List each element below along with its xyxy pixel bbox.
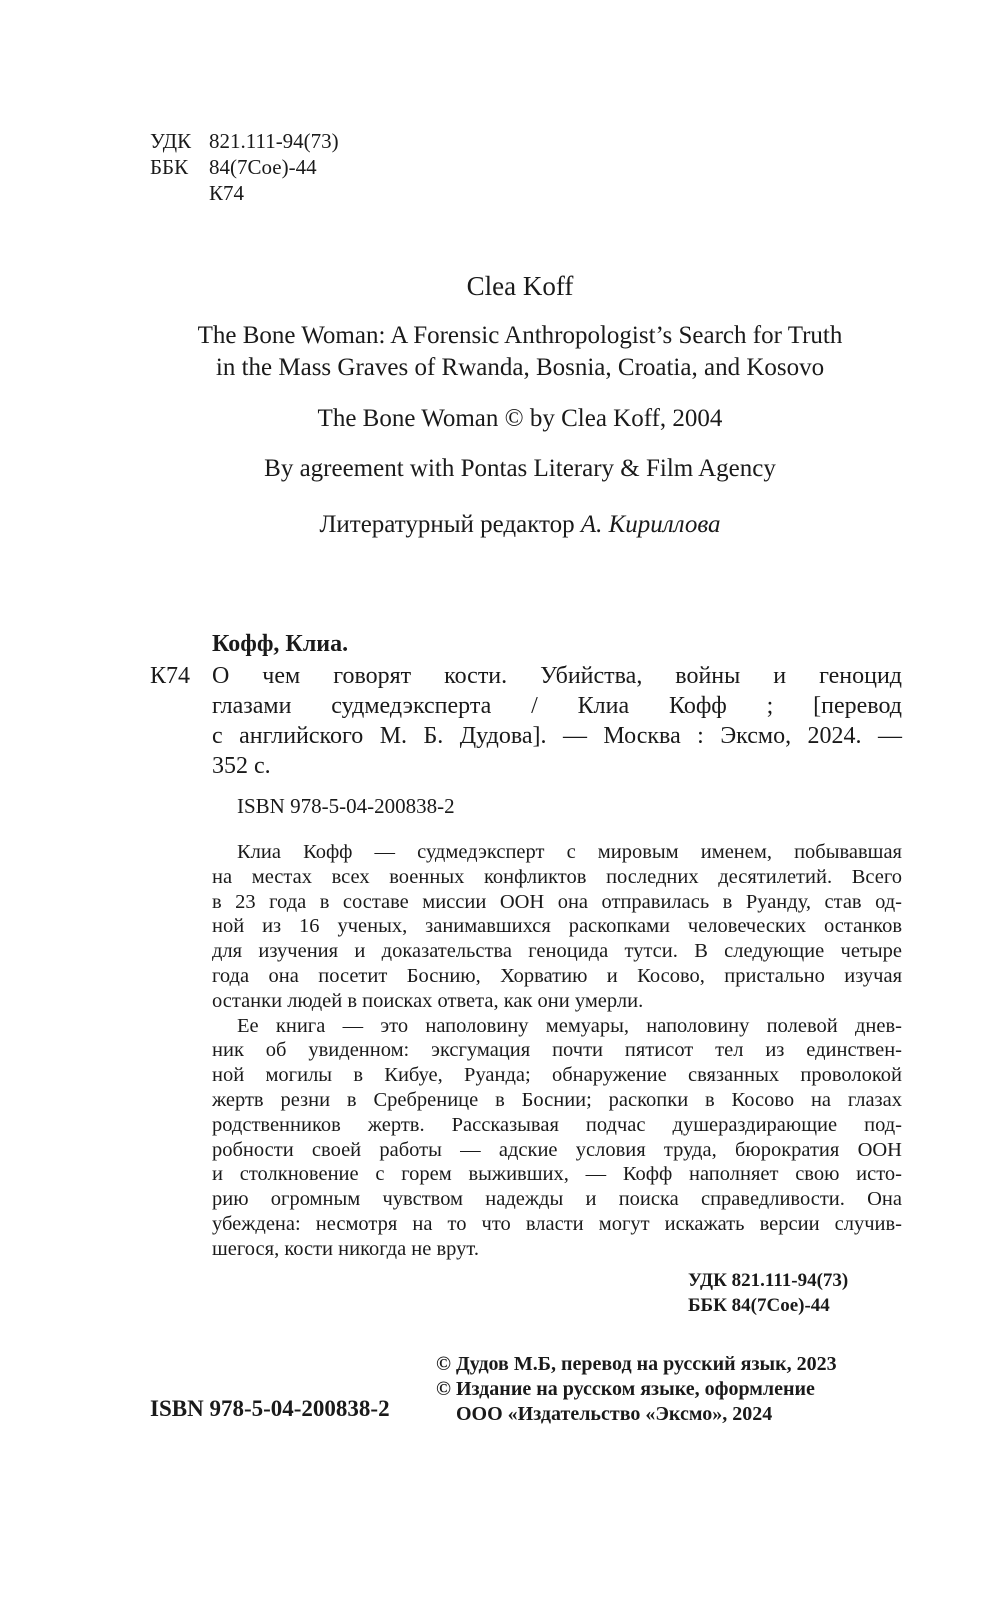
original-copyright: The Bone Woman © by Clea Koff, 2004 [317, 405, 723, 432]
bbk-code: 84(7Сое)-44 [209, 155, 317, 179]
copyright-line: © Дудов М.Б, перевод на русский язык, 2023 [436, 1353, 837, 1375]
udk-label: УДК [150, 129, 192, 153]
annotation-line: ник об увиденном: эксгумация почти пятисот тел из единствен- [212, 1039, 902, 1062]
annotation-line: родственников жертв. Рассказывая подчас душераздирающие под- [212, 1113, 902, 1136]
annotation-line: останки людей в поисках ответа, как они умерли. [212, 989, 644, 1012]
annotation-line: в 23 года в составе миссии ООН она отправилась в Руанду, став од- [212, 890, 902, 913]
annotation-line: робности своей работы — адские условия труда, бюрократия ООН [212, 1138, 902, 1161]
copyright-line: ООО «Издательство «Эксмо», 2024 [456, 1403, 773, 1425]
literary-editor [130, 511, 910, 539]
annotation-line: убеждена: несмотря на то что власти могут искажать версии случив- [212, 1212, 902, 1235]
annotation-line: рию огромным чувством надежды и поиска справедливости. Она [212, 1188, 902, 1211]
card-author-heading: Кофф, Клиа. [212, 631, 349, 657]
annotation-line: на местах всех военных конфликтов последних десятилетий. Всего [212, 865, 902, 888]
annotation-line: Ее книга — это наполовину мемуары, наполовину полевой днев- [237, 1014, 902, 1037]
editor-name: А. Кириллова [580, 511, 721, 538]
udk-code: 821.111-94(73) [209, 129, 339, 153]
annotation-line: Клиа Кофф — судмедэксперт с мировым именем, побывавшая [237, 841, 902, 863]
annotation-line: для изучения и доказательства геноцида тутси. В следующие четыре [212, 940, 902, 963]
annotation-line: и столкновение с горем выживших, — Кофф наполняет свою исто- [212, 1163, 902, 1186]
author-sign: К74 [209, 181, 245, 205]
annotation-line: года она посетит Боснию, Хорватию и Косово, пристально изучая [212, 964, 902, 987]
original-title-line2: in the Mass Graves of Rwanda, Bosnia, Croatia, and Kosovo [215, 354, 825, 381]
bbk-label: ББК [150, 155, 189, 179]
bottom-bbk: ББК 84(7Сое)-44 [688, 1295, 830, 1316]
card-desc-line: глазами судмедэксперта / Клиа Кофф ; [перевод [212, 693, 902, 719]
editor-label: Литературный редактор [319, 511, 575, 538]
card-isbn: ISBN 978-5-04-200838-2 [237, 794, 455, 818]
card-description [212, 661, 902, 781]
card-sign: К74 [150, 663, 191, 689]
bbk-line [150, 154, 317, 180]
agency-agreement: By agreement with Pontas Literary & Film Agency [264, 455, 776, 482]
udk-line [150, 128, 339, 154]
annotation-line: ной могилы в Кибуе, Руанда; обнаружение связанных проволокой [212, 1064, 902, 1087]
copyright-line: © Издание на русском языке, оформление [436, 1378, 815, 1400]
bottom-udk: УДК 821.111-94(73) [688, 1270, 849, 1291]
annotation-line: ной из 16 ученых, занимавшихся раскопками человеческих останков [212, 915, 902, 938]
annotation-line: шегося, кости никогда не врут. [212, 1237, 479, 1260]
card-desc-line: О чем говорят кости. Убийства, войны и геноцид [212, 663, 902, 689]
annotation [212, 840, 902, 1262]
original-title-line1: The Bone Woman: A Forensic Anthropologist’s Search for Truth [197, 322, 843, 349]
original-author: Clea Koff [466, 271, 574, 301]
annotation-line: жертв резни в Сребренице в Боснии; раскопки в Косово на глазах [212, 1088, 902, 1111]
bottom-isbn: ISBN 978-5-04-200838-2 [150, 1396, 390, 1421]
card-desc-line: с английского М. Б. Дудова]. — Москва : Эксмо, 2024. — [212, 723, 902, 749]
card-desc-line: 352 с. [212, 753, 271, 779]
